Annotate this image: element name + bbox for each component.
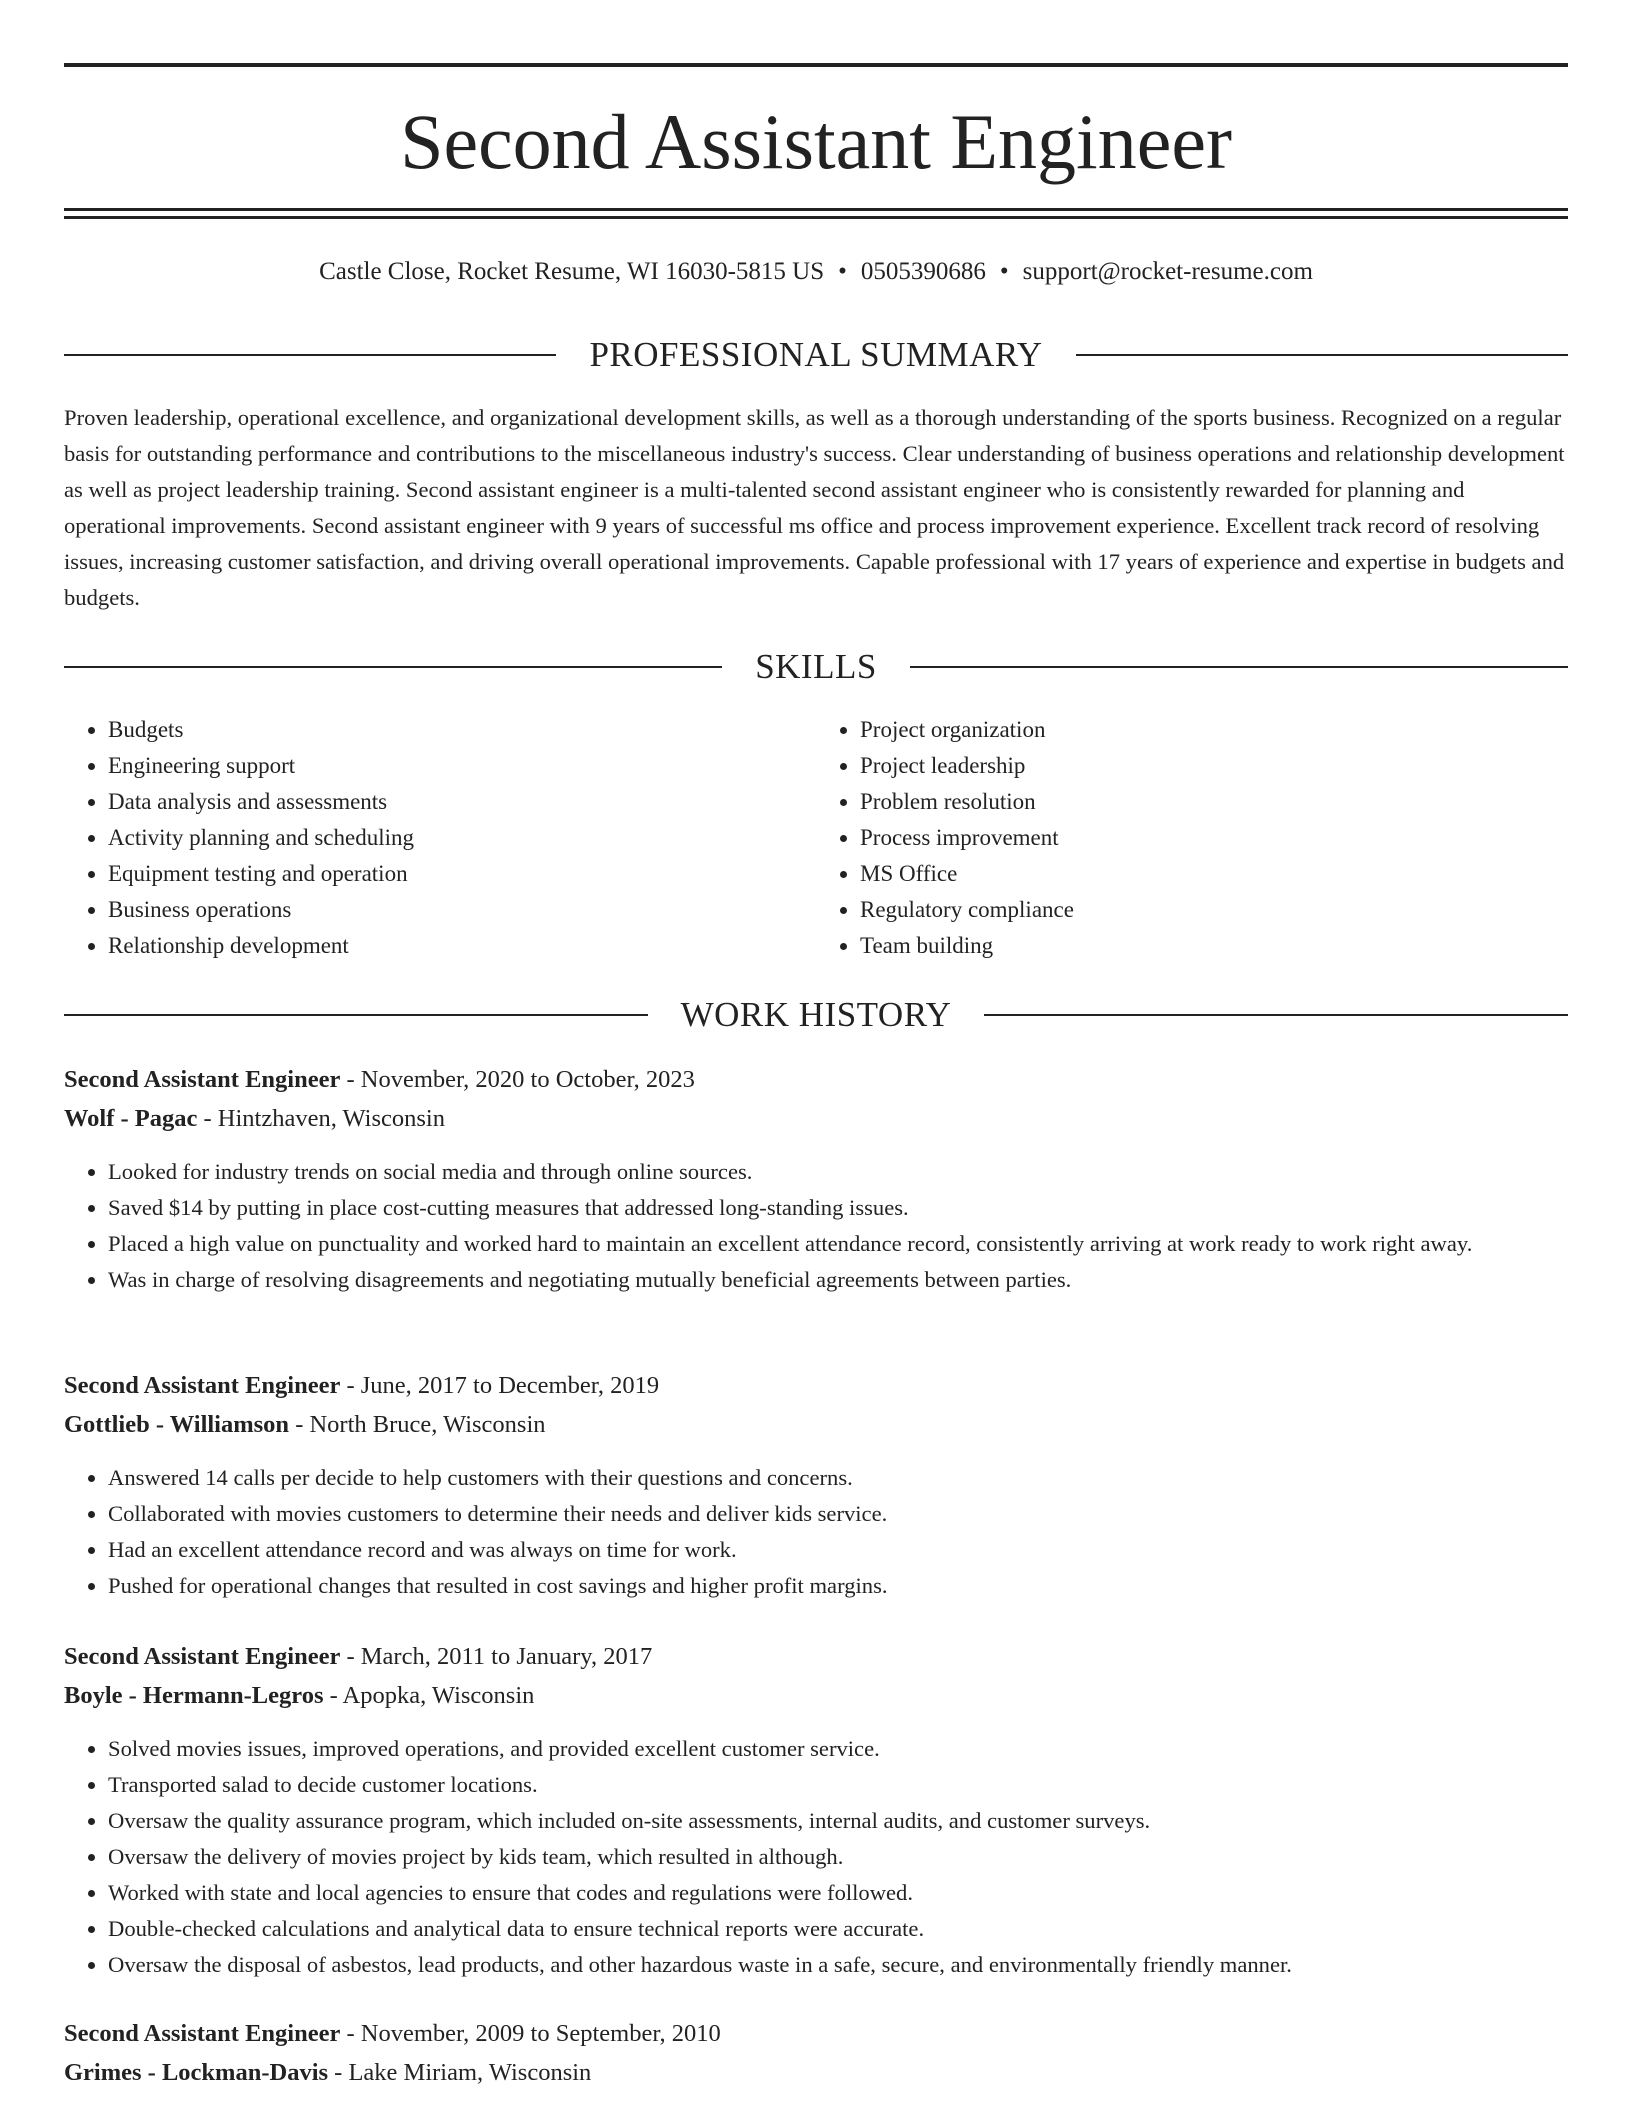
job-company-line [64,1676,1568,1715]
job-bullet: • Oversaw the quality assurance program, which included on-site assessments, internal audits, and customer surveys. [108,1803,1568,1839]
job-entry [64,2014,1568,2092]
double-rule-lower [64,216,1568,219]
contact-line [64,252,1568,292]
job-entry [64,1060,1568,1298]
job-company-line [64,1099,1568,1138]
job-bullet: • Looked for industry trends on social media and through online sources. [108,1154,1568,1190]
heading-rule-left [64,354,556,356]
job-title-line [64,2014,1568,2053]
skill-item: • Activity planning and scheduling [108,820,816,856]
job-entry [64,1637,1568,1983]
job-location: - Apopka, Wisconsin [323,1682,535,1709]
job-company: Wolf - Pagac [64,1105,198,1132]
skill-item: • Project leadership [860,748,1568,784]
contact-email[interactable]: support@rocket-resume.com [1022,258,1313,285]
job-company-line [64,2053,1568,2092]
job-location: - North Bruce, Wisconsin [289,1411,546,1438]
heading-rule-right [910,666,1568,668]
job-company: Boyle - Hermann-Legros [64,1682,324,1709]
skill-item: • Problem resolution [860,784,1568,820]
skill-item: • MS Office [860,856,1568,892]
skill-item: • Relationship development [108,928,816,964]
job-title-line [64,1060,1568,1099]
job-title: Second Assistant Engineer [64,1372,341,1399]
job-bullet: • Oversaw the disposal of asbestos, lead products, and other hazardous waste in a safe, secure, and environmentally friendly manner. [108,1947,1568,1983]
job-company: Gottlieb - Williamson [64,1411,290,1438]
double-rule-upper [64,208,1568,211]
job-bullets [64,1731,1568,1983]
top-rule [64,63,1568,67]
job-bullet: • Saved $14 by putting in place cost-cutting measures that addressed long-standing issues. [108,1190,1568,1226]
job-bullets [64,1154,1568,1298]
skill-item: • Engineering support [108,748,816,784]
job-bullet: • Collaborated with movies customers to determine their needs and deliver kids service. [108,1496,1568,1532]
contact-phone: 0505390686 [860,258,986,285]
heading-rule-left [64,1014,648,1016]
job-bullet: • Double-checked calculations and analytical data to ensure technical reports were accurate. [108,1911,1568,1947]
contact-address: Castle Close, Rocket Resume, WI 16030-5815 US [319,258,825,285]
job-title: Second Assistant Engineer [64,1066,341,1093]
work-history-heading [64,990,1568,1040]
skills-list [64,712,1568,964]
job-title-line [64,1366,1568,1405]
job-entry [64,1366,1568,1604]
job-location: - Lake Miriam, Wisconsin [328,2059,592,2086]
skill-item: • Budgets [108,712,816,748]
skill-item: • Data analysis and assessments [108,784,816,820]
skill-item: • Equipment testing and operation [108,856,816,892]
heading-rule-right [1076,354,1568,356]
resume-name: Second Assistant Engineer [400,98,1232,185]
heading-rule-left [64,666,722,668]
job-bullet: • Had an excellent attendance record and was always on time for work. [108,1532,1568,1568]
job-company: Grimes - Lockman-Davis [64,2059,329,2086]
job-dates: - June, 2017 to December, 2019 [340,1372,660,1399]
job-bullet: • Answered 14 calls per decide to help customers with their questions and concerns. [108,1460,1568,1496]
skill-item: • Project organization [860,712,1568,748]
job-bullet: • Was in charge of resolving disagreements and negotiating mutually beneficial agreements between parties. [108,1262,1568,1298]
summary-text: Proven leadership, operational excellence, and organizational development skills, as well as a thorough understanding of the sports business. Recognized on a regular basis for outstanding performance and contributions to the miscellaneous industry's success. Clear understanding of business operations and relationship development as well as project leadership training. Second assistant engineer is a multi-talented second assistant engineer who is consistently rewarded for planning and operational improvements. Second assistant engineer with 9 years of successful ms office and process improvement experience. Excellent track record of resolving issues, increasing customer satisfaction, and driving overall operational improvements. Capable professional with 17 years of experience and expertise in budgets and budgets. [64,405,1565,610]
job-dates: - November, 2020 to October, 2023 [340,1066,695,1093]
summary-heading-title: PROFESSIONAL SUMMARY [589,335,1043,374]
job-bullet: • Oversaw the delivery of movies project by kids team, which resulted in although. [108,1839,1568,1875]
job-location: - Hintzhaven, Wisconsin [197,1105,445,1132]
job-bullet: • Worked with state and local agencies to ensure that codes and regulations were followed. [108,1875,1568,1911]
skills-heading-title: SKILLS [755,647,877,686]
skills-column-right [816,712,1568,964]
job-bullet: • Placed a high value on punctuality and worked hard to maintain an excellent attendance record, consistently arriving at work ready to work right away. [108,1226,1568,1262]
job-dates: - March, 2011 to January, 2017 [340,1643,653,1670]
job-bullet: • Transported salad to decide customer locations. [108,1767,1568,1803]
job-bullet: • Solved movies issues, improved operations, and provided excellent customer service. [108,1731,1568,1767]
heading-rule-right [984,1014,1568,1016]
job-dates: - November, 2009 to September, 2010 [340,2020,721,2047]
summary-heading [64,330,1568,380]
job-title: Second Assistant Engineer [64,2020,341,2047]
skills-heading [64,642,1568,692]
work-history-heading-title: WORK HISTORY [680,995,952,1034]
skill-item: • Process improvement [860,820,1568,856]
job-title-line [64,1637,1568,1676]
skills-column-left [64,712,816,964]
contact-separator: • [838,258,847,285]
job-bullet: • Pushed for operational changes that resulted in cost savings and higher profit margins. [108,1568,1568,1604]
job-title: Second Assistant Engineer [64,1643,341,1670]
skill-item: • Business operations [108,892,816,928]
skill-item: • Regulatory compliance [860,892,1568,928]
job-company-line [64,1405,1568,1444]
skill-item: • Team building [860,928,1568,964]
contact-separator: • [999,258,1009,285]
job-bullets [64,1460,1568,1604]
